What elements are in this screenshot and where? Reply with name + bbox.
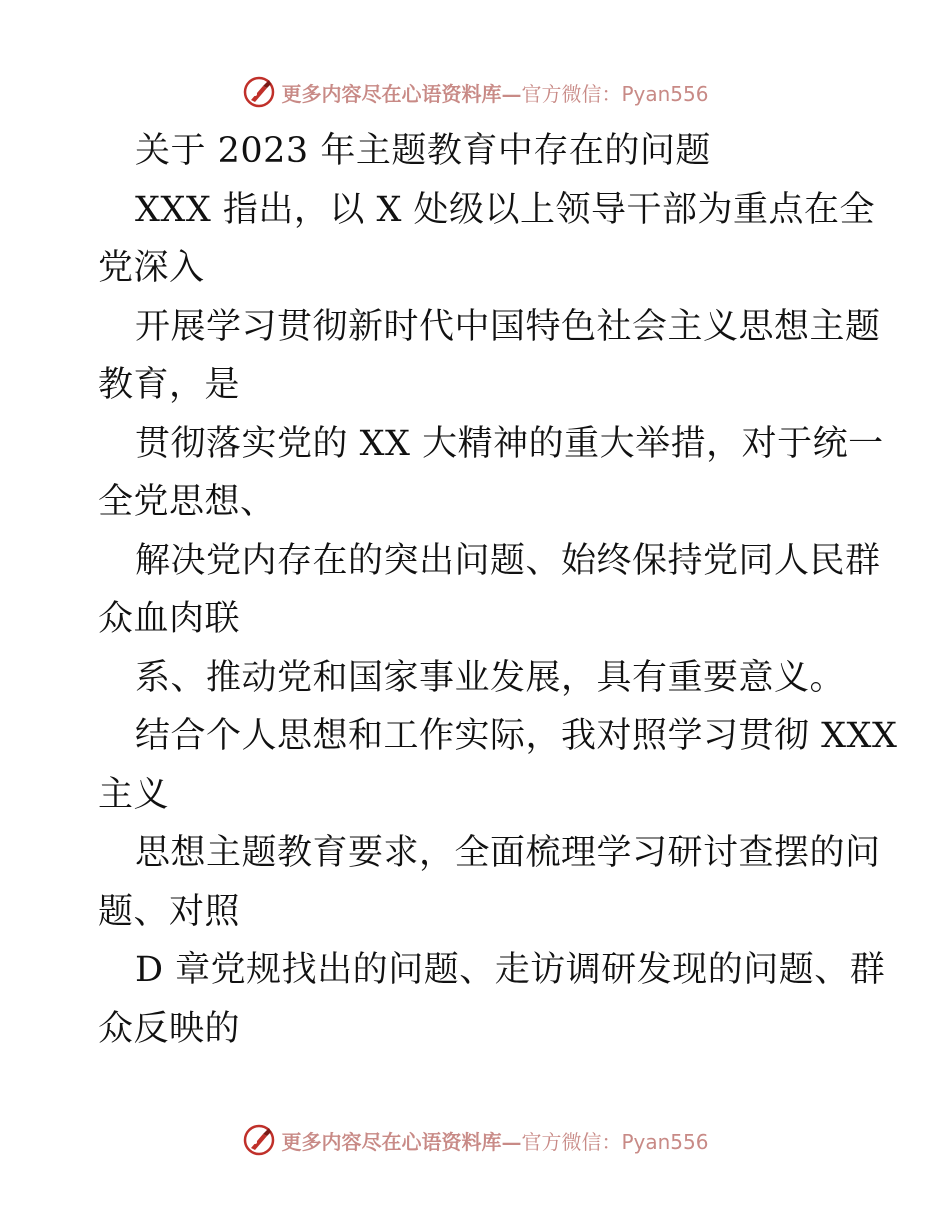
- watermark-wechat-text: 官方微信：Pyan556: [521, 81, 709, 106]
- pen-logo-icon: [241, 74, 277, 110]
- text-line: 主义: [98, 774, 170, 815]
- document-title: 关于 2023 年主题教育中存在的问题: [135, 131, 711, 171]
- footer-watermark: [0, 1120, 950, 1160]
- text-line: 结合个人思想和工作实际，我对照学习贯彻 XXX: [135, 716, 898, 756]
- text-line: XXX 指出，以 X 处级以上领导干部为重点在全: [135, 189, 876, 230]
- text-line: D 章党规找出的问题、走访调研发现的问题、群: [135, 950, 886, 990]
- text-line: 思想主题教育要求，全面梳理学习研讨查摆的问: [135, 833, 881, 873]
- text-line: 题、对照: [98, 891, 241, 932]
- text-line: 众血肉联: [98, 599, 241, 639]
- watermark-wechat-text: 官方微信：Pyan556: [521, 1129, 709, 1154]
- text-line: 教育，是: [98, 365, 241, 405]
- watermark-brand-text: 更多内容尽在心语资料库—: [281, 1129, 522, 1154]
- text-line: 解决党内存在的突出问题、始终保持党同人民群: [135, 540, 881, 581]
- text-line: 众反映的: [98, 1008, 241, 1049]
- text-line: 贯彻落实党的 XX 大精神的重大举措，对于统一: [135, 423, 884, 464]
- pen-logo-icon: [241, 1122, 277, 1158]
- text-line: 全党思想、: [98, 482, 276, 522]
- watermark-brand-text: 更多内容尽在心语资料库—: [281, 81, 522, 106]
- document-body: [98, 122, 898, 1058]
- header-watermark: [0, 72, 950, 112]
- text-line: 系、推动党和国家事业发展，具有重要意义。: [135, 657, 846, 698]
- text-line: 党深入: [98, 248, 205, 288]
- text-line: 开展学习贯彻新时代中国特色社会主义思想主题: [135, 306, 881, 347]
